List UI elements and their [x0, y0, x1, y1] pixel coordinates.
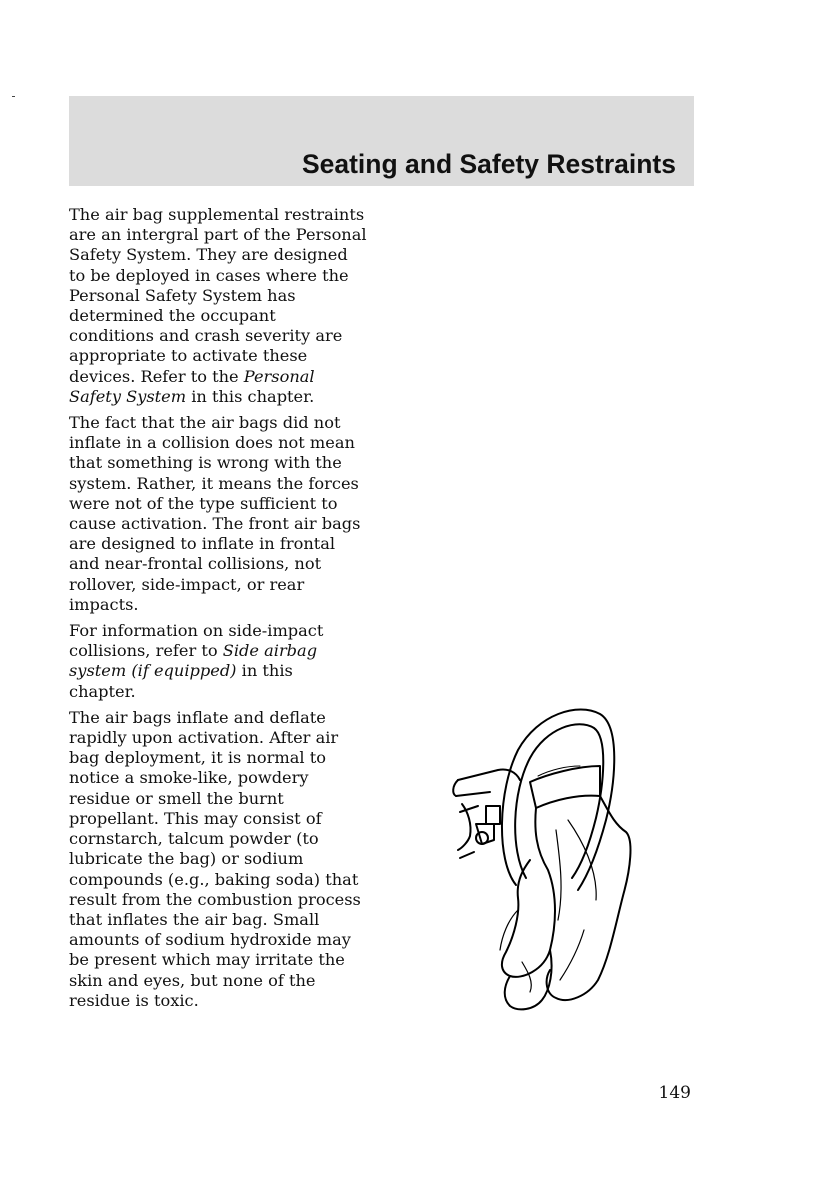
text-line	[69, 534, 379, 554]
italic-reference: system (if equipped)	[69, 661, 237, 681]
text-line	[69, 494, 379, 514]
text-segment: are designed to inflate in frontal	[69, 534, 336, 554]
text-line	[69, 346, 379, 366]
text-line	[69, 991, 379, 1011]
text-line	[69, 809, 379, 829]
italic-reference: Personal	[243, 366, 315, 386]
text-line	[69, 789, 379, 809]
text-line	[69, 890, 379, 910]
paragraph	[69, 413, 379, 615]
text-segment: bag deployment, it is normal to	[69, 748, 326, 768]
text-segment: to be deployed in cases where the	[69, 265, 349, 285]
text-segment: devices. Refer to the	[69, 366, 244, 386]
text-line	[69, 768, 379, 788]
text-segment: inflate in a collision does not mean	[69, 433, 355, 453]
text-segment: cause activation. The front air bags	[69, 514, 361, 534]
text-segment: in this	[236, 661, 293, 681]
text-line	[69, 514, 379, 534]
text-line	[69, 367, 379, 387]
text-segment: Safety System. They are designed	[69, 245, 348, 265]
deployed-airbag-steering-wheel-icon	[438, 700, 638, 1020]
text-line	[69, 474, 379, 494]
header-band	[69, 96, 694, 186]
text-segment: impacts.	[69, 594, 139, 614]
text-segment: appropriate to activate these	[69, 346, 308, 366]
body-text	[69, 205, 379, 1017]
text-line	[69, 748, 379, 768]
text-line	[69, 266, 379, 286]
text-line	[69, 205, 379, 225]
text-segment: amounts of sodium hydroxide may	[69, 930, 351, 950]
text-line	[69, 225, 379, 245]
text-line	[69, 453, 379, 473]
text-line	[69, 829, 379, 849]
page-number: 149	[658, 1083, 691, 1103]
italic-reference: Side airbag	[222, 641, 318, 661]
text-segment: in this chapter.	[186, 386, 315, 406]
text-segment: determined the occupant	[69, 306, 276, 326]
text-line	[69, 575, 379, 595]
text-line	[69, 621, 379, 641]
text-line	[69, 433, 379, 453]
text-segment: rollover, side-impact, or rear	[69, 574, 305, 594]
text-segment: The air bags inflate and deflate	[69, 707, 326, 727]
text-line	[69, 682, 379, 702]
text-line	[69, 641, 379, 661]
text-segment: result from the combustion process	[69, 889, 361, 909]
text-segment: residue or smell the burnt	[69, 788, 284, 808]
text-line	[69, 595, 379, 615]
text-segment: The fact that the air bags did not	[69, 413, 341, 433]
text-line	[69, 554, 379, 574]
text-segment: The air bag supplemental restraints	[69, 205, 365, 224]
text-segment: were not of the type sufficient to	[69, 493, 338, 513]
text-line	[69, 413, 379, 433]
text-line	[69, 849, 379, 869]
text-segment: chapter.	[69, 681, 136, 701]
paragraph	[69, 621, 379, 702]
text-segment: cornstarch, talcum powder (to	[69, 829, 319, 849]
text-segment: lubricate the bag) or sodium	[69, 849, 304, 869]
paragraph	[69, 205, 379, 407]
text-segment: skin and eyes, but none of the	[69, 970, 316, 990]
text-line	[69, 728, 379, 748]
text-line	[69, 245, 379, 265]
text-segment: that something is wrong with the	[69, 453, 342, 473]
text-line	[69, 286, 379, 306]
italic-reference: Safety System	[69, 386, 187, 406]
text-segment: notice a smoke-like, powdery	[69, 768, 309, 788]
text-segment: that inflates the air bag. Small	[69, 909, 320, 929]
text-segment: system. Rather, it means the forces	[69, 473, 359, 493]
text-segment: propellant. This may consist of	[69, 808, 322, 828]
text-line	[69, 950, 379, 970]
text-line	[69, 870, 379, 890]
margin-mark	[12, 96, 15, 97]
text-line	[69, 708, 379, 728]
text-line	[69, 971, 379, 991]
text-segment: compounds (e.g., baking soda) that	[69, 869, 359, 889]
paragraph	[69, 708, 379, 1011]
text-segment: residue is toxic.	[69, 990, 199, 1010]
text-line	[69, 387, 379, 407]
text-line	[69, 306, 379, 326]
section-title: Seating and Safety Restraints	[301, 149, 676, 179]
text-line	[69, 661, 379, 681]
text-segment: conditions and crash severity are	[69, 326, 343, 346]
text-segment: Personal Safety System has	[69, 285, 296, 305]
text-segment: be present which may irritate the	[69, 950, 345, 970]
text-segment: For information on side-impact	[69, 621, 324, 641]
text-line	[69, 326, 379, 346]
text-line	[69, 910, 379, 930]
text-segment: collisions, refer to	[69, 641, 223, 661]
text-segment: and near-frontal collisions, not	[69, 554, 322, 574]
airbag-illustration	[438, 700, 638, 1020]
text-line	[69, 930, 379, 950]
text-segment: are an intergral part of the Personal	[69, 225, 367, 245]
text-segment: rapidly upon activation. After air	[69, 728, 339, 748]
